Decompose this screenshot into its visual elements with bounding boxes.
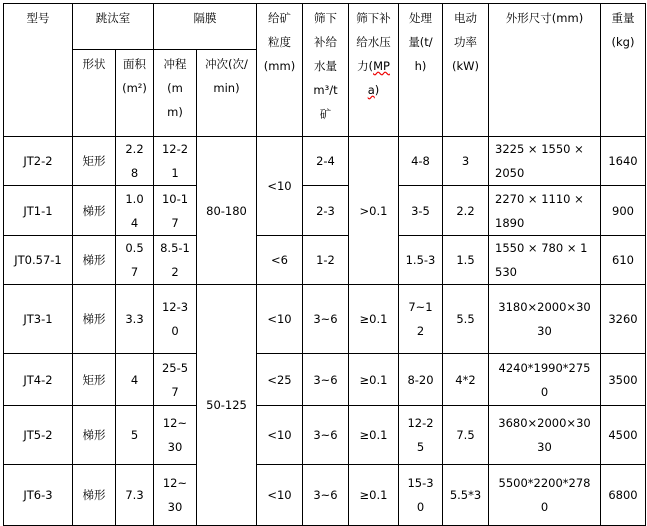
table-row (4, 137, 646, 186)
cell-capacity: 12-25 (399, 406, 443, 465)
cell-water-pressure: ≥0.1 (349, 285, 399, 354)
cell-strokes-rate: 50-125 (197, 285, 257, 526)
cell-model: JT3-1 (4, 285, 73, 354)
cell-stroke: 12-30 (154, 285, 197, 354)
cell-feed-size: <10 (257, 406, 303, 465)
cell-dimensions: 2270 × 1110 × 1890 (489, 186, 601, 236)
cell-dimensions: 1550 × 780 × 1530 (489, 236, 601, 285)
cell-dimensions: 4240*1990*2750 (489, 354, 601, 406)
header-diaphragm: 隔膜 (154, 4, 257, 50)
cell-power: 1.5 (443, 236, 489, 285)
cell-dimensions: 3180×2000×3030 (489, 285, 601, 354)
cell-water-pressure: >0.1 (349, 137, 399, 285)
cell-water-volume: 1-2 (303, 236, 349, 285)
cell-shape: 梯形 (73, 406, 116, 465)
header-model: 型号 (4, 4, 73, 137)
cell-model: JT5-2 (4, 406, 73, 465)
cell-water-volume: 2-4 (303, 137, 349, 186)
cell-strokes-rate: 80-180 (197, 137, 257, 285)
cell-feed-size: <10 (257, 137, 303, 236)
cell-power: 5.5 (443, 285, 489, 354)
cell-weight: 610 (601, 236, 646, 285)
cell-feed-size: <6 (257, 236, 303, 285)
cell-area: 3.3 (116, 285, 154, 354)
header-shape: 形状 (73, 50, 116, 137)
cell-dimensions: 3225 × 1550 × 2050 (489, 137, 601, 186)
table-row (4, 285, 646, 354)
table-row (4, 465, 646, 526)
cell-power: 4*2 (443, 354, 489, 406)
header-water-pressure-label: 筛下补给水压力( (356, 11, 391, 73)
cell-model: JT2-2 (4, 137, 73, 186)
cell-feed-size: <10 (257, 285, 303, 354)
cell-shape: 矩形 (73, 137, 116, 186)
cell-area: 0.57 (116, 236, 154, 285)
jig-spec-table (3, 3, 646, 526)
cell-feed-size: <25 (257, 354, 303, 406)
cell-water-volume: 3~6 (303, 406, 349, 465)
cell-power: 3 (443, 137, 489, 186)
cell-weight: 4500 (601, 406, 646, 465)
header-water-pressure-unit: MPa (367, 59, 390, 97)
header-dimensions: 外形尺寸(mm) (489, 4, 601, 137)
cell-shape: 梯形 (73, 465, 116, 526)
cell-feed-size: <10 (257, 465, 303, 526)
cell-capacity: 8-20 (399, 354, 443, 406)
cell-area: 4 (116, 354, 154, 406)
cell-dimensions: 3680×2000×3030 (489, 406, 601, 465)
header-capacity: 处理量(t/h) (399, 4, 443, 137)
header-jig-chamber: 跳汰室 (73, 4, 154, 50)
cell-water-pressure: ≥0.1 (349, 406, 399, 465)
header-weight: 重量(kg) (601, 4, 646, 137)
cell-weight: 3500 (601, 354, 646, 406)
cell-shape: 梯形 (73, 285, 116, 354)
cell-model: JT1-1 (4, 186, 73, 236)
cell-water-volume: 3~6 (303, 285, 349, 354)
cell-weight: 3260 (601, 285, 646, 354)
cell-power: 2.2 (443, 186, 489, 236)
header-strokes-rate: 冲次(次/min) (197, 50, 257, 137)
cell-shape: 矩形 (73, 354, 116, 406)
cell-water-volume: 3~6 (303, 354, 349, 406)
cell-weight: 900 (601, 186, 646, 236)
cell-capacity: 4-8 (399, 137, 443, 186)
cell-capacity: 3-5 (399, 186, 443, 236)
cell-water-volume: 3~6 (303, 465, 349, 526)
header-water-pressure-close: ) (374, 83, 380, 97)
header-stroke: 冲程(mm) (154, 50, 197, 137)
cell-water-volume: 2-3 (303, 186, 349, 236)
cell-dimensions: 5500*2200*2780 (489, 465, 601, 526)
cell-capacity: 15-30 (399, 465, 443, 526)
cell-area: 2.28 (116, 137, 154, 186)
cell-power: 7.5 (443, 406, 489, 465)
header-water-volume: 筛下补给水量m³/t矿 (303, 4, 349, 137)
header-water-pressure (349, 4, 399, 137)
cell-model: JT6-3 (4, 465, 73, 526)
cell-stroke: 10-17 (154, 186, 197, 236)
cell-stroke: 8.5-12 (154, 236, 197, 285)
cell-area: 5 (116, 406, 154, 465)
table-row (4, 186, 646, 236)
header-area: 面积(m²) (116, 50, 154, 137)
cell-area: 1.04 (116, 186, 154, 236)
table-row (4, 236, 646, 285)
cell-power: 5.5*3 (443, 465, 489, 526)
cell-stroke: 12~30 (154, 406, 197, 465)
cell-weight: 6800 (601, 465, 646, 526)
cell-shape: 梯形 (73, 236, 116, 285)
cell-area: 7.3 (116, 465, 154, 526)
cell-shape: 梯形 (73, 186, 116, 236)
table-row (4, 354, 646, 406)
header-feed-size: 给矿粒度(mm) (257, 4, 303, 137)
cell-model: JT4-2 (4, 354, 73, 406)
header-power: 电动功率(kW) (443, 4, 489, 137)
cell-model: JT0.57-1 (4, 236, 73, 285)
cell-weight: 1640 (601, 137, 646, 186)
cell-water-pressure: ≥0.1 (349, 354, 399, 406)
table-row (4, 406, 646, 465)
cell-capacity: 7~12 (399, 285, 443, 354)
cell-stroke: 25-57 (154, 354, 197, 406)
cell-capacity: 1.5-3 (399, 236, 443, 285)
cell-stroke: 12~30 (154, 465, 197, 526)
cell-water-pressure: ≥0.1 (349, 465, 399, 526)
cell-stroke: 12-21 (154, 137, 197, 186)
